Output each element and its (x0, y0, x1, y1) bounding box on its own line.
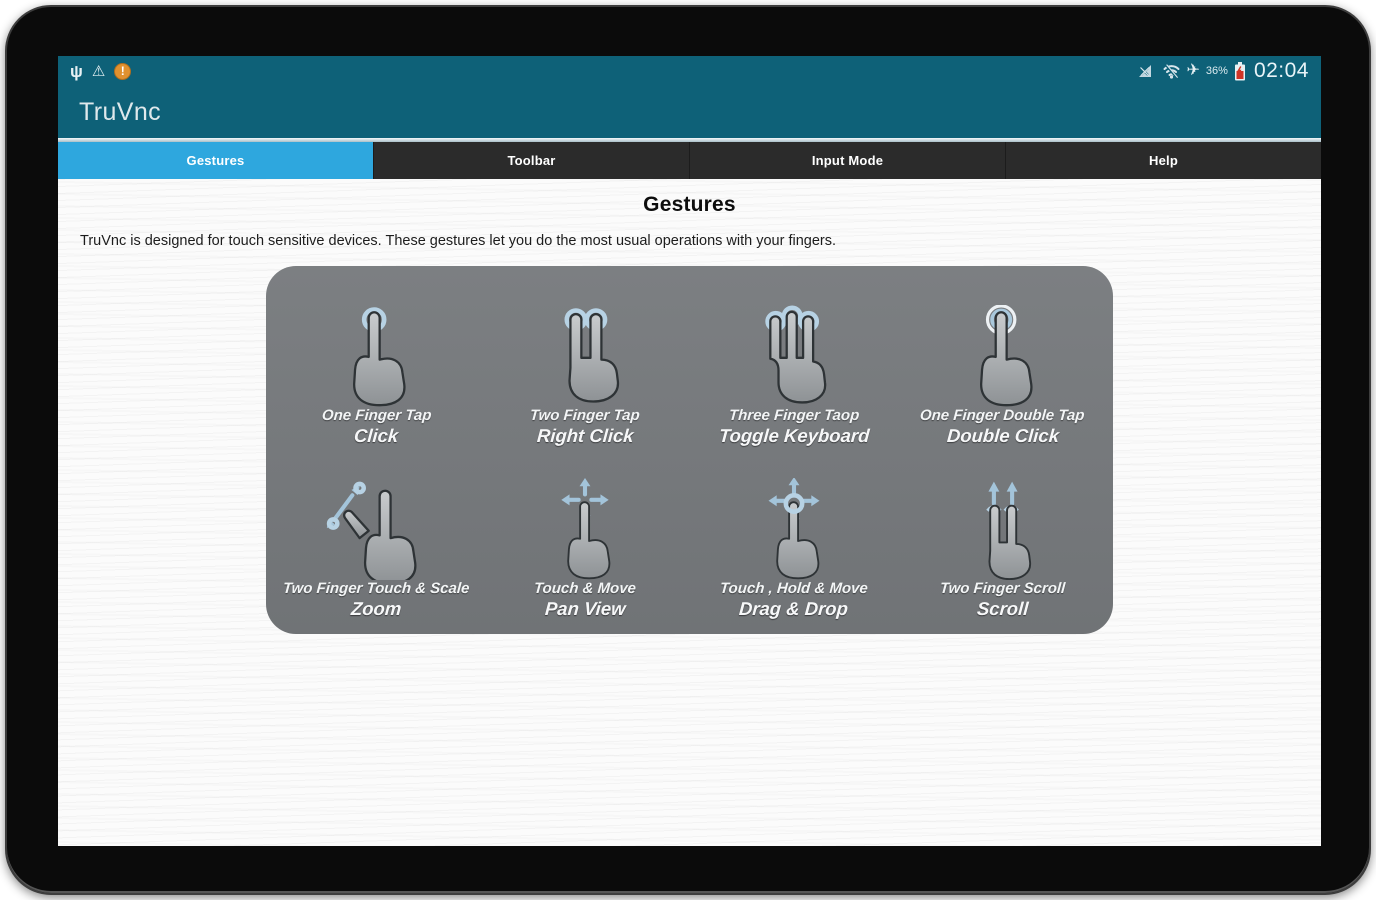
gesture-name: One Finger Tap (321, 407, 432, 424)
gesture-item-right-click (481, 278, 690, 451)
tab-input-mode[interactable]: Input Mode (690, 142, 1006, 179)
tab-gestures[interactable]: Gestures (58, 142, 374, 179)
alert-badge-icon: ! (114, 63, 131, 80)
gesture-name: Two Finger Scroll (939, 580, 1066, 597)
gesture-action: Drag & Drop (738, 598, 850, 619)
two-finger-tap-icon (526, 305, 644, 407)
gesture-item-double-click (898, 278, 1107, 451)
gesture-action: Double Click (945, 425, 1060, 446)
warning-icon: ⚠ (91, 62, 106, 80)
gesture-action: Zoom (350, 598, 403, 619)
gesture-panel (266, 266, 1113, 634)
clock: 02:04 (1253, 59, 1309, 82)
gesture-name: Three Finger Taop (728, 407, 860, 424)
app-title: TruVnc (79, 97, 162, 126)
gesture-item-click (272, 278, 481, 451)
tab-toolbar[interactable]: Toolbar (374, 142, 690, 179)
gesture-name: One Finger Double Tap (919, 407, 1086, 424)
gesture-item-drag-drop (690, 451, 899, 624)
three-finger-tap-icon (735, 305, 853, 407)
tab-bar (58, 142, 1321, 179)
pinch-scale-icon (317, 478, 435, 580)
one-finger-double-tap-icon (944, 305, 1062, 407)
battery-percent: 36% (1205, 65, 1228, 77)
status-bar (58, 56, 1321, 86)
airplane-mode-icon: ✈ (1186, 62, 1200, 79)
gesture-action: Pan View (544, 598, 627, 619)
app-bar (58, 86, 1321, 138)
gesture-action: Right Click (536, 425, 635, 446)
touch-move-icon (526, 478, 644, 580)
page-description: TruVnc is designed for touch sensitive devices. These gestures let you do the most usual operations with your fingers. (80, 233, 837, 249)
touch-hold-move-icon (735, 478, 853, 580)
no-signal-icon (1136, 62, 1156, 80)
tab-help[interactable]: Help (1006, 142, 1321, 179)
content-area (58, 179, 1321, 846)
gesture-name: Two Finger Touch & Scale (282, 580, 471, 597)
gesture-item-pan-view (481, 451, 690, 624)
gesture-item-toggle-keyboard (690, 278, 899, 451)
screen (58, 56, 1321, 846)
usb-icon: ψ (70, 61, 83, 81)
gesture-action: Scroll (976, 598, 1030, 619)
gesture-name: Two Finger Tap (529, 407, 641, 424)
one-finger-tap-icon (317, 305, 435, 407)
gesture-item-zoom (272, 451, 481, 624)
wifi-off-icon (1162, 62, 1181, 80)
two-finger-scroll-icon (944, 478, 1062, 580)
battery-icon (1234, 62, 1246, 81)
gesture-name: Touch & Move (533, 580, 637, 597)
gesture-action: Toggle Keyboard (717, 425, 870, 446)
gesture-name: Touch , Hold & Move (719, 580, 869, 597)
gesture-action: Click (353, 425, 400, 446)
gesture-item-scroll (898, 451, 1107, 624)
page-title: Gestures (643, 193, 736, 216)
tablet-frame (5, 5, 1371, 895)
